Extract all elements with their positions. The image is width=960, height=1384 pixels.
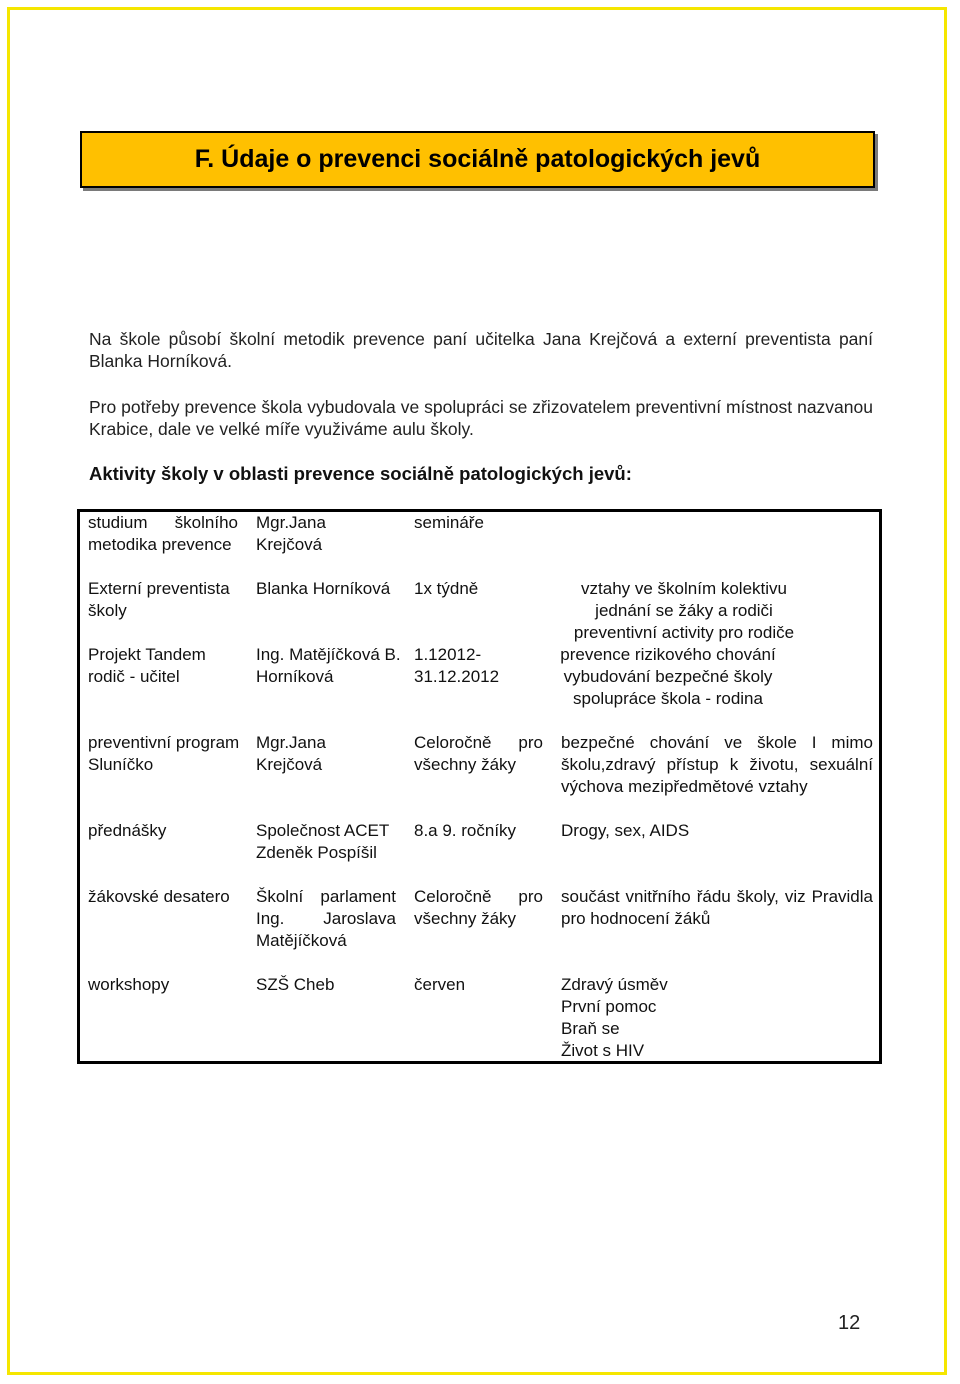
r7-person: SZŠ Cheb: [256, 975, 335, 994]
r4-topics: bezpečné chování ve škole I mimo školu,zdravý přístup k životu, sexuální výchova mezipředmětové vztahy: [561, 733, 873, 796]
r3-topic: spolupráce škola - rodina: [573, 689, 763, 708]
r7-date: červen: [414, 975, 466, 994]
r2-activity: Externí preventista školy: [88, 579, 230, 620]
r2-person: Blanka Horníková: [256, 579, 391, 598]
r4-date: Celoročně pro všechny žáky: [414, 733, 543, 774]
r3-topics: [540, 644, 796, 710]
r2-topic: jednání se žáky a rodiči: [595, 601, 773, 620]
r6-person: Školní parlament Ing. Jaroslava Matějíčková: [256, 887, 396, 950]
r6-topics: součást vnitřního řádu školy, viz Pravidla pro hodnocení žáků: [561, 887, 873, 928]
intro-paragraph-1: Na škole působí školní metodik prevence paní učitelka Jana Krejčová a externí preventista paní Blanka Horníková.: [89, 329, 873, 371]
r5-activity: přednášky: [88, 821, 167, 840]
r2-date: 1x týdně: [414, 579, 479, 598]
r6-date: Celoročně pro všechny žáky: [414, 887, 543, 928]
section-title-box: [80, 131, 875, 188]
page-number: 12: [838, 1312, 861, 1334]
r7-topic: Život s HIV: [561, 1041, 645, 1060]
r5-topics: Drogy, sex, AIDS: [561, 821, 690, 840]
r2-topic: preventivní activity pro rodiče: [573, 623, 795, 642]
r4-activity: preventivní program Sluníčko: [88, 733, 240, 774]
intro-paragraph-2: Pro potřeby prevence škola vybudovala ve spolupráci se zřizovatelem preventivní místnost nazvanou Krabice, dale ve velké míře využiváme aulu školy.: [89, 397, 873, 439]
r7-topic: Zdravý úsměv: [561, 975, 668, 994]
section-title: F. Údaje o prevenci sociálně patologických jevů: [194, 145, 761, 173]
r7-activity: workshopy: [88, 975, 170, 994]
r7-topic: Braň se: [561, 1019, 620, 1038]
r7-topic: První pomoc: [561, 997, 657, 1016]
activities-heading: Aktivity školy v oblasti prevence sociálně patologických jevů:: [89, 463, 632, 484]
r3-topic: vybudování bezpečné školy: [563, 667, 773, 686]
r5-person: Společnost ACET Zdeněk Pospíšil: [256, 821, 389, 862]
r1-date: semináře: [414, 513, 484, 532]
r2-topics: [556, 578, 812, 644]
r5-date: 8.a 9. ročníky: [414, 821, 517, 840]
r1-person: Mgr.Jana Krejčová: [256, 513, 326, 554]
r7-topics: [561, 974, 811, 1062]
r3-topic: prevence rizikového chování: [560, 645, 776, 664]
r6-activity: žákovské desatero: [88, 887, 230, 906]
r3-person: Ing. Matějíčková B. Horníková: [256, 645, 401, 686]
r1-activity: studium školního metodika prevence: [88, 513, 238, 554]
r4-person: Mgr.Jana Krejčová: [256, 733, 326, 774]
r2-topic: vztahy ve školním kolektivu: [581, 579, 787, 598]
r3-activity: Projekt Tandem rodič - učitel: [88, 645, 206, 686]
r3-date: 1.12012- 31.12.2012: [414, 645, 500, 686]
